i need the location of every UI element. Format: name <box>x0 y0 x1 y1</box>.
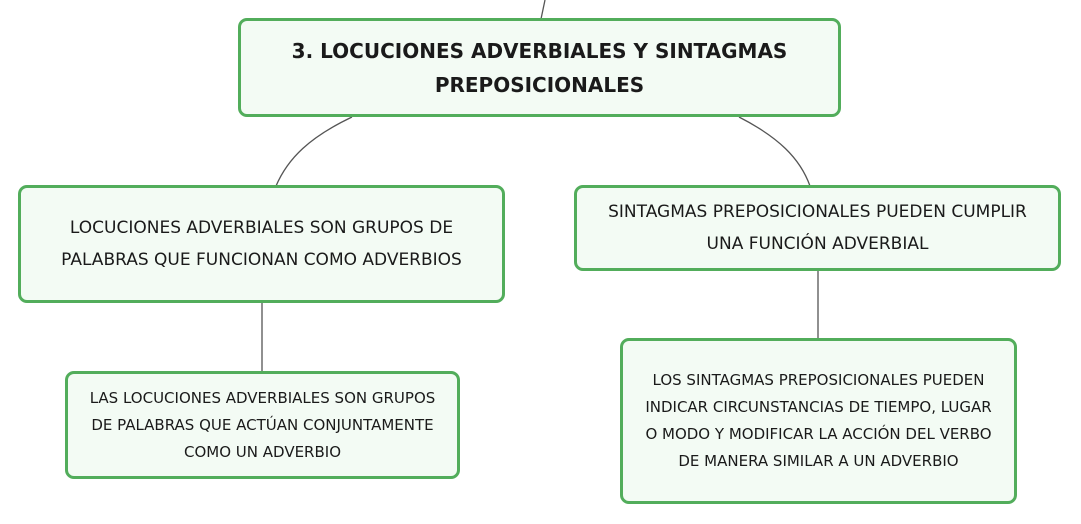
connector-root-to-adverbial-phrases <box>276 117 352 186</box>
root-node-text: 3. LOCUCIONES ADVERBIALES Y SINTAGMAS PREPOSICIONALES <box>291 38 788 97</box>
node-prepositional-phrases-detail-text: LOS SINTAGMAS PREPOSICIONALES PUEDEN INDICAR CIRCUNSTANCIAS DE TIEMPO, LUGAR O MODO Y MODIFICAR LA ACCIÓN DEL VERBO DE MANERA SIMILAR A UN ADVERBIO <box>645 371 992 470</box>
node-adverbial-phrases[interactable] <box>18 185 505 303</box>
root-node[interactable] <box>238 18 841 117</box>
node-adverbial-phrases-detail-text: LAS LOCUCIONES ADVERBIALES SON GRUPOS DE PALABRAS QUE ACTÚAN CONJUNTAMENTE COMO UN ADVERBIO <box>89 388 436 461</box>
node-prepositional-phrases[interactable] <box>574 185 1061 271</box>
node-adverbial-phrases-text: LOCUCIONES ADVERBIALES SON GRUPOS DE PALABRAS QUE FUNCIONAN COMO ADVERBIOS <box>61 218 462 270</box>
connector-root-to-prepositional-phrases <box>739 117 810 186</box>
node-prepositional-phrases-text: SINTAGMAS PREPOSICIONALES PUEDEN CUMPLIR UNA FUNCIÓN ADVERBIAL <box>608 202 1027 254</box>
connector-parent-to-root <box>541 0 545 19</box>
node-adverbial-phrases-detail[interactable] <box>65 371 460 479</box>
node-prepositional-phrases-detail[interactable] <box>620 338 1017 504</box>
